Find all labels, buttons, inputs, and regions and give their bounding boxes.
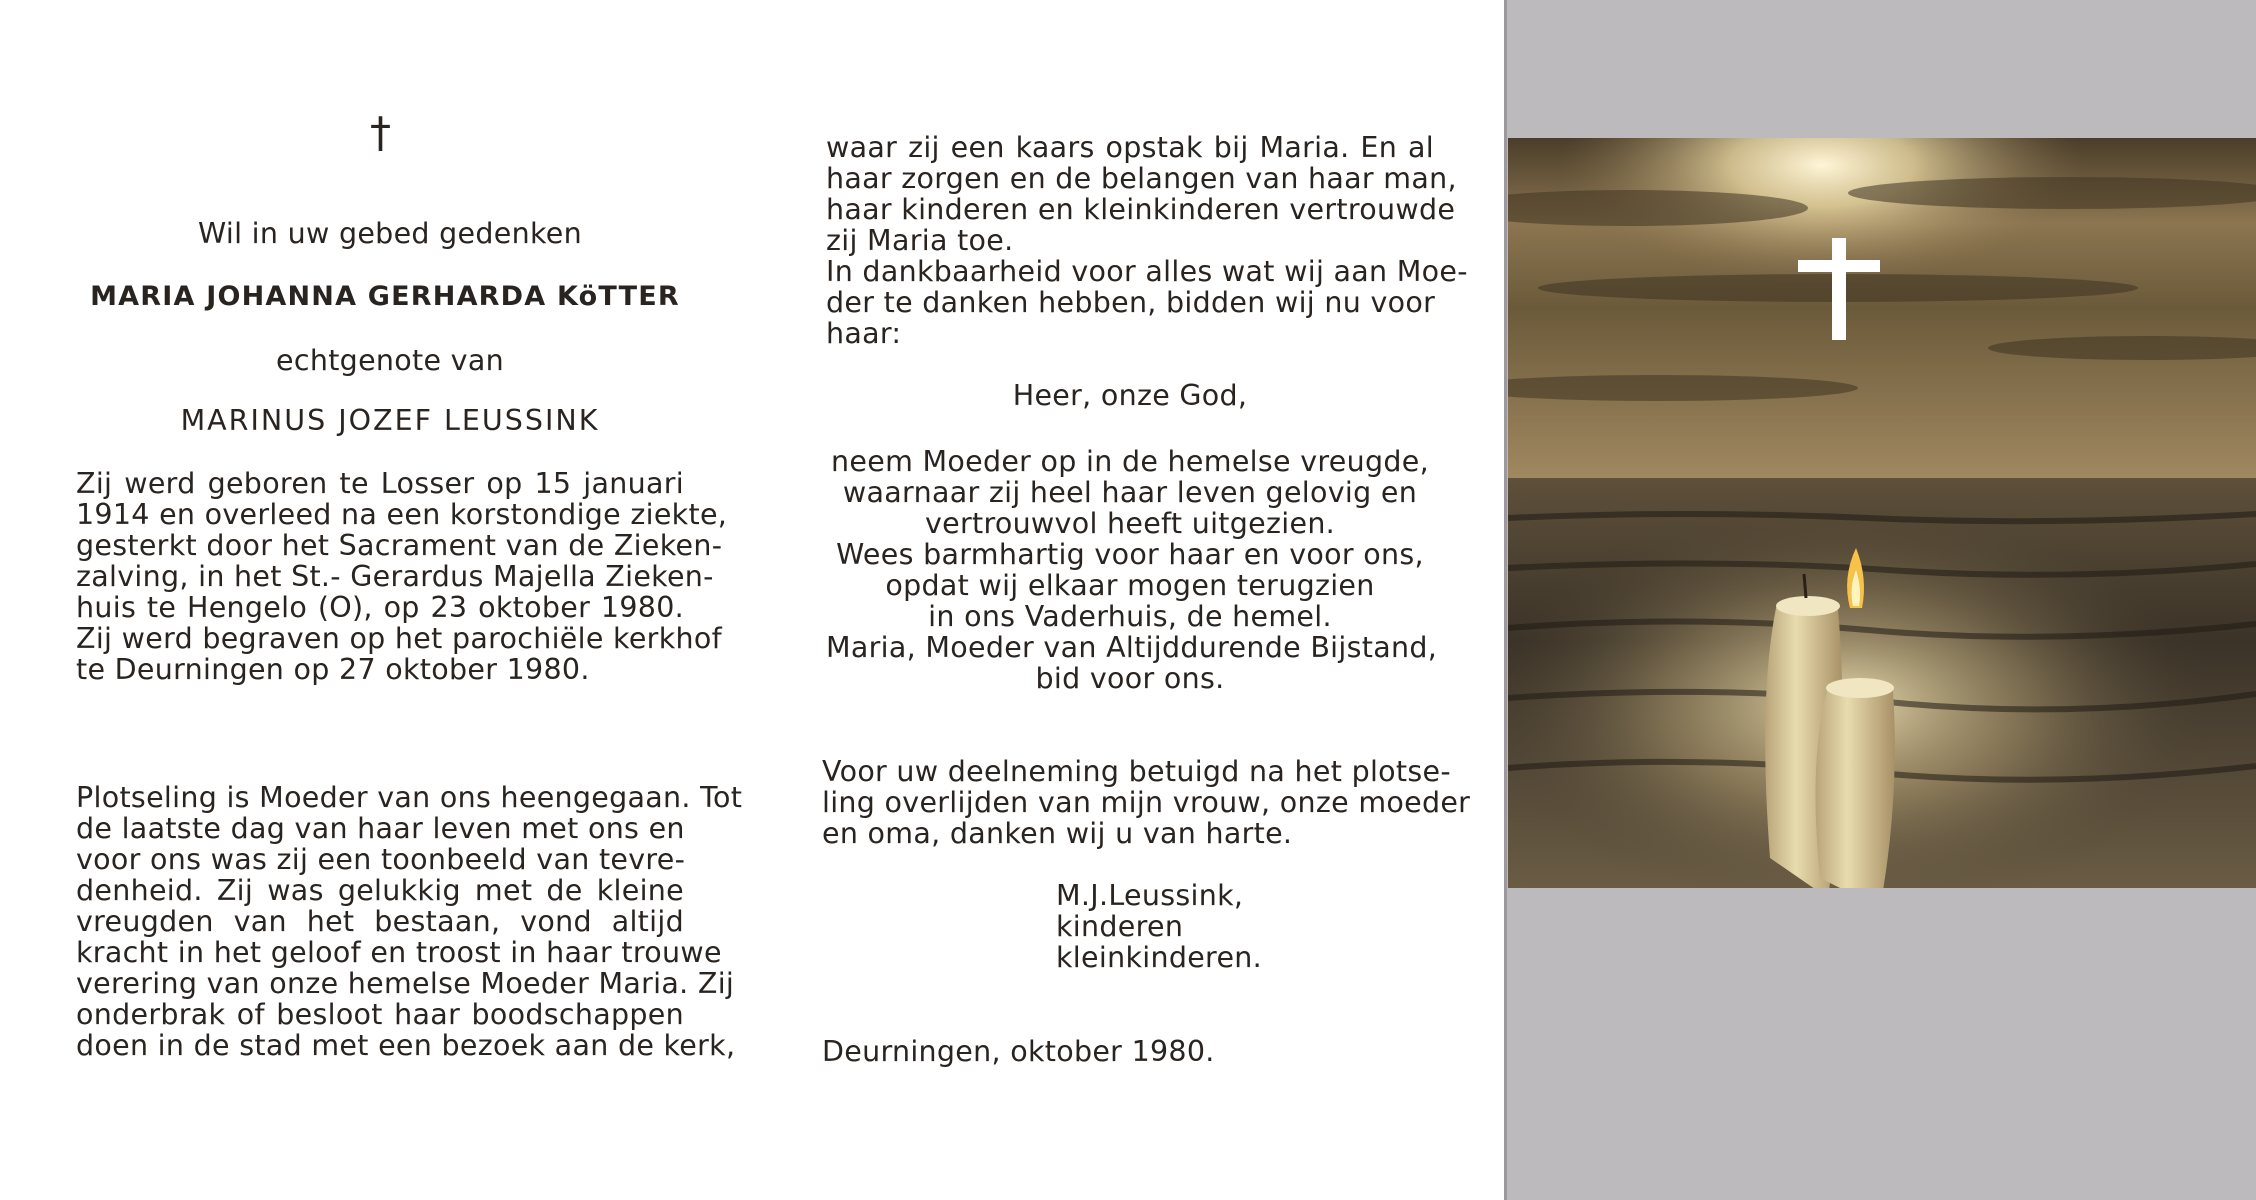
bio-line: gesterkt door het Sacrament van de Zieken- (76, 529, 723, 562)
thanks-line: Voor uw deelneming betuigd na het plotse- (822, 755, 1451, 788)
prayer-line: in ons Vaderhuis, de hemel. (928, 600, 1332, 633)
story-line: waar zij een kaars opstak bij Maria. En al (826, 131, 1434, 164)
prayer-line: waarnaar zij heel haar leven gelovig en (842, 476, 1418, 509)
story-line: kracht in het geloof en troost in haar trouwe (76, 936, 722, 969)
bio-line: te Deurningen op 27 oktober 1980. (76, 653, 590, 686)
bio-line: 1914 en overleed na een korstondige ziekte, (76, 498, 728, 531)
spouse-name: MARINUS JOZEF LEUSSINK (180, 404, 600, 437)
thanks-line: ling overlijden van mijn vrouw, onze moeder (822, 786, 1471, 819)
bio-line: zalving, in het St.- Gerardus Majella Zieken- (76, 560, 714, 593)
thanks-line: en oma, danken wij u van harte. (822, 817, 1293, 850)
bio-line: Zij werd begraven op het parochiële kerkhof (76, 622, 722, 655)
prayer-line: opdat wij elkaar mogen terugzien (885, 569, 1375, 602)
bio-line: Zij werd geboren te Losser op 15 januari (76, 467, 684, 500)
intro-text: Wil in uw gebed gedenken (198, 217, 582, 250)
prayer-line: neem Moeder op in de hemelse vreugde, (831, 445, 1429, 478)
story-line: In dankbaarheid voor alles wat wij aan Moe- (826, 255, 1468, 288)
bio-line: huis te Hengelo (O), op 23 oktober 1980. (76, 591, 684, 624)
prayer-line: Maria, Moeder van Altijddurende Bijstand, (826, 631, 1438, 664)
story-line: haar kinderen en kleinkinderen vertrouwde (826, 193, 1456, 226)
prayer-line: Wees barmhartig voor haar en voor ons, (836, 538, 1424, 571)
story-line: Plotseling is Moeder van ons heengegaan. Tot (76, 781, 743, 814)
signature-line: kinderen (1056, 910, 1184, 943)
story-line: verering van onze hemelse Moeder Maria. Zij (76, 967, 735, 1000)
story-line: haar zorgen en de belangen van haar man, (826, 162, 1457, 195)
place-date: Deurningen, oktober 1980. (822, 1035, 1215, 1068)
story-line: haar: (826, 317, 902, 350)
spouse-label: echtgenote van (276, 344, 504, 377)
story-line: voor ons was zij een toonbeeld van tevre- (76, 843, 686, 876)
story-line: de laatste dag van haar leven met ons en (76, 812, 685, 845)
story-line: onderbrak of besloot haar boodschappen (76, 998, 684, 1031)
prayer-title: Heer, onze God, (1012, 379, 1248, 412)
story-line: vreugden van het bestaan, vond altijd (76, 905, 684, 938)
signature-line: M.J.Leussink, (1056, 879, 1244, 912)
story-line: zij Maria toe. (826, 224, 1014, 257)
prayer-line: bid voor ons. (1035, 662, 1225, 695)
cross-symbol: † (370, 108, 391, 157)
deceased-name: MARIA JOHANNA GERHARDA KöTTER (90, 281, 680, 312)
story-line: der te danken hebben, bidden wij nu voor (826, 286, 1436, 319)
card-fold-edge (1504, 0, 1507, 1200)
story-line: denheid. Zij was gelukkig met de kleine (76, 874, 684, 907)
prayer-line: vertrouwvol heeft uitgezien. (924, 507, 1336, 540)
story-line: doen in de stad met een bezoek aan de kerk, (76, 1029, 736, 1062)
signature-line: kleinkinderen. (1056, 941, 1262, 974)
sunset-sea-photo (1508, 138, 2256, 888)
